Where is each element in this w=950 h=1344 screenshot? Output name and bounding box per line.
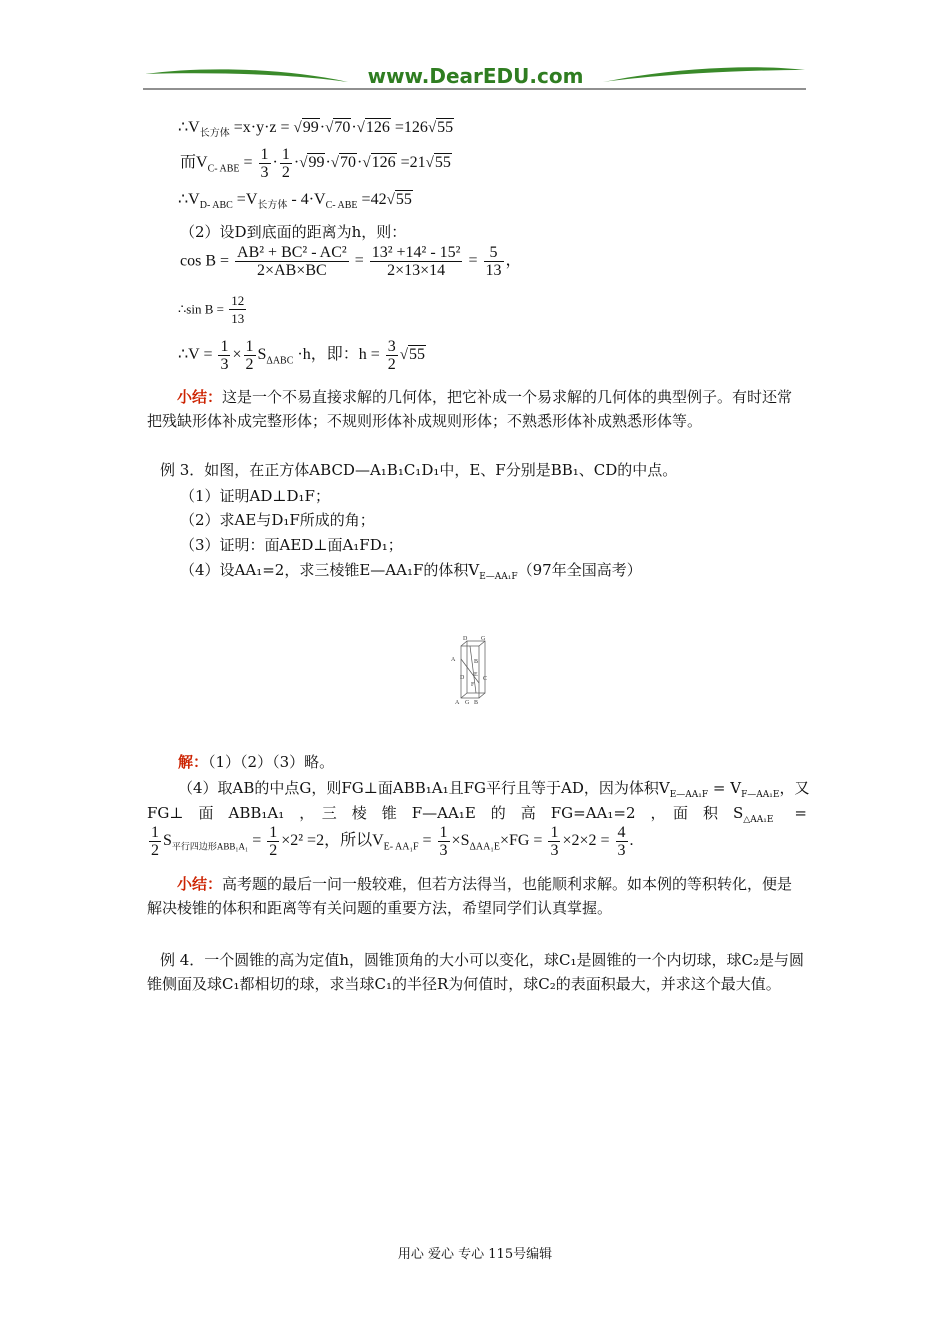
summary-1: 小结：这是一个不易直接求解的几何体，把它补成一个易求解的几何体的典型例子。有时还常把残缺形体补成完整形体；不规则形体补成规则形体；不熟悉形体补成熟悉形体等。 <box>147 388 793 430</box>
fig-label-b: B <box>474 700 479 705</box>
fig-label-d1: D <box>463 636 468 642</box>
page-footer: 用心 爱心 专心 115号编辑 <box>397 1247 553 1262</box>
solution-label: 解： <box>178 753 209 771</box>
fig-label-d: D <box>460 675 465 681</box>
volume-height-equation: ∴V = $\frac{1}{3}$ × $\frac{1}{2}$ $S_{\Delta ABC} \cdot h$，即：h = $\frac{3}{2}$ √55 <box>178 338 425 373</box>
summary-1-label: 小结： <box>177 388 223 406</box>
example-3-q1: （1）证明AD⊥D₁F； <box>180 487 330 505</box>
solution-line-1: 解：（1）（2）（3）略。 <box>178 753 335 771</box>
question-2-text: （2）设D到底面的距离为h，则： <box>180 223 407 241</box>
example-4: 例 4．一个圆锥的高为定值h，圆锥顶角的大小可以变化，球C₁是圆锥的一个内切球，球C₂是与圆锥侧面及球C₁都相切的球，求当球C₁的半径R为何值时，球C₂的表面积最大，并求这个最大值。 <box>147 951 804 993</box>
example-3-q3: （3）证明：面AED⊥面A₁FD₁； <box>180 536 403 554</box>
summary-2-label: 小结： <box>177 875 223 893</box>
fig-label-g: G <box>465 700 470 705</box>
cube-diagram <box>450 633 495 705</box>
fig-label-a: A <box>455 700 460 705</box>
fig-label-a1: A <box>451 657 456 663</box>
fig-label-c: C <box>483 676 488 682</box>
fig-label-g1: G <box>481 636 486 642</box>
header-banner <box>143 62 806 92</box>
example-3-q4: （4）设AA₁=2，求三棱锥E—AA₁F的体积$V_{E—AA_1F}(97$年全国高考） <box>180 561 642 582</box>
volume-dabc-line: $\therefore V_{D- ABC} =V_{长方体} - 4\cdot V_{C- ABE} =42√55$ <box>178 191 412 212</box>
fig-label-f: F <box>471 682 475 688</box>
cos-b-equation: cos B = $\frac{\text{AB² + BC² - AC²}}{2\times AB\times BC}$ = $\frac{\text{13² +14² - 15²}}{2\times 13\times 14}$ = $\frac{5}{13}$ ， <box>180 244 522 279</box>
volume-pyramid-line: 而$V_{C- ABE}$ = $\frac{1}{3}$ · $\frac{1}{2}$ ·√99·√70·√126 =21√55 <box>180 146 451 181</box>
cube-diagram-svg <box>450 633 495 705</box>
volume-cuboid-line: $\therefore V_{长方体} =x\cdot y\cdot z = √99\cdot√70\cdot√126 =126√55$ <box>178 119 454 140</box>
sin-b-equation: ∴sin B = $\frac{12}{13}$ <box>178 293 245 326</box>
example-3-title: 例 3．如图，在正方体ABCD—A₁B₁C₁D₁中，E、F分别是BB₁、CD的中点。 <box>160 461 678 479</box>
example-3-q2: （2）求AE与D₁F所成的角； <box>180 511 375 529</box>
fig-label-e: E <box>474 672 478 678</box>
solution-equation: $\frac{1}{2}$ $S_{平行四边形ABB_1A_1}$ = $\frac{1}{2}$ ×2² =2，所以$V_{E- AA_1F}$ = $\frac{1}{3}$ $\times S_{\Delta AA_1E}\times FG$ = $\frac{1}{3}$ ×2×2 = $\frac{4}{3}$ . <box>151 824 634 859</box>
summary-2: 小结：高考题的最后一问一般较难，但若方法得当，也能顺利求解。如本例的等积转化，便是解决棱锥的体积和距离等有关问题的重要方法，希望同学们认真掌握。 <box>147 875 793 917</box>
fig-label-b1: B <box>474 659 479 665</box>
site-logo: www.DearEDU.com <box>367 64 584 88</box>
solution-line-3: FG⊥ 面 ABB₁A₁ ， 三 棱 锥 F—AA₁E 的 高 FG=AA₁=2 ， 面 积 $S_{\triangle AA_1E}$ = <box>147 804 807 825</box>
solution-line-2: （4）取AB的中点G，则FG⊥面ABB₁A₁且FG平行且等于AD，因为体积$V_{E—AA_1F} = V_{F—AA_1E}$，又 <box>178 779 810 800</box>
